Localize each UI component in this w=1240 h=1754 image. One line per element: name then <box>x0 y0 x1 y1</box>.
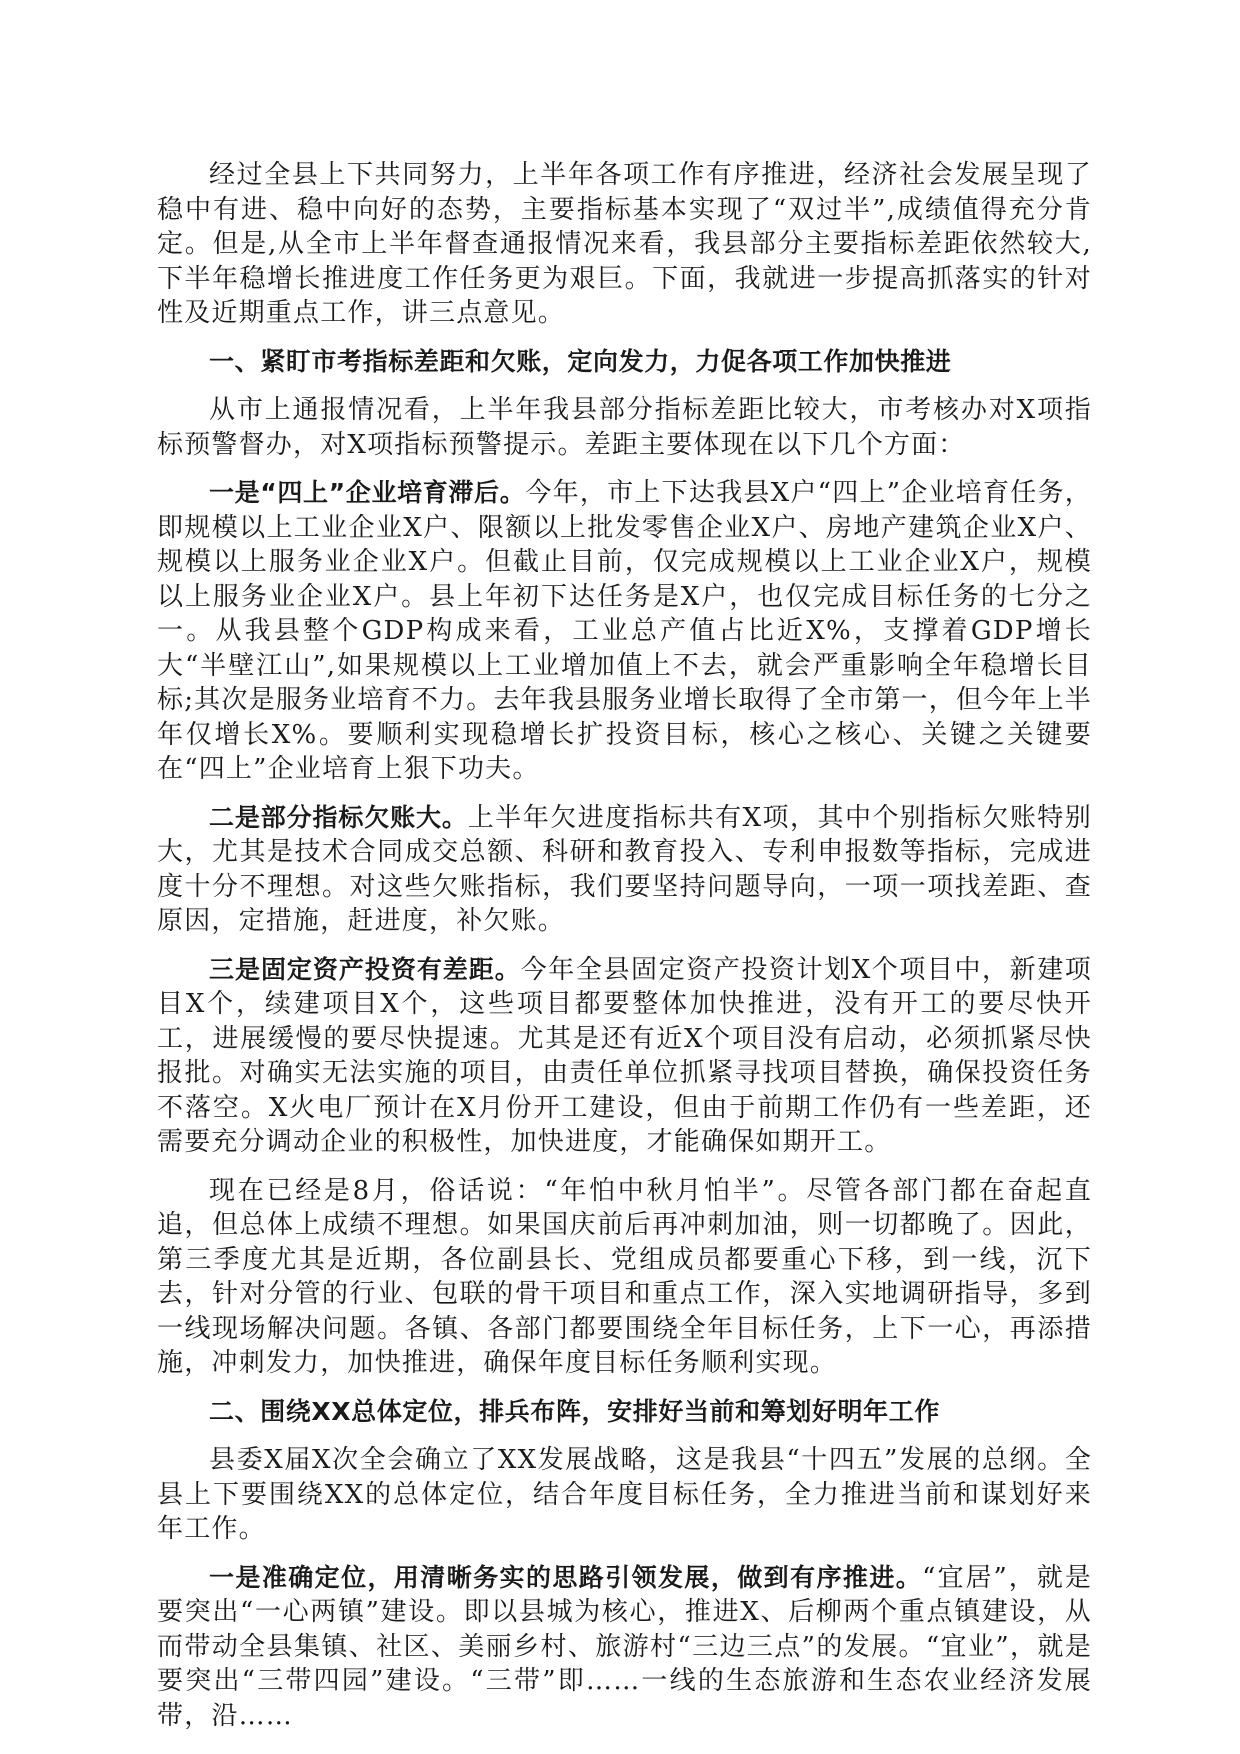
paragraph-lead: 二是部分指标欠账大。 <box>209 802 468 832</box>
paragraph-text: 从市上通报情况看，上半年我县部分指标差距比较大，市考核办对X项指标预警督办，对X项指标预警提示。差距主要体现在以下几个方面： <box>157 395 1092 460</box>
paragraph-lead: 一是“四上”企业培育滞后。 <box>209 478 526 507</box>
paragraph-text: 上半年欠进度指标共有X项，其中个别指标欠账特别大，尤其是技术合同成交总额、科研和教育投入、专利申报数等指标，完成进度十分不理想。对这些欠账指标，我们要坚持问题导向，一项一项找差距、查原因，定措施，赶进度，补欠账。 <box>157 802 1092 936</box>
section-heading-2: 二、围绕XX总体定位，排兵布阵，安排好当前和筹划好明年工作 <box>209 1396 940 1426</box>
paragraph-text: 现在已经是8月，俗话说：“年怕中秋月怕半”。尽管各部门都在奋起直追，但总体上成绩不理想。如果国庆前后再冲刺加油，则一切都晚了。因此，第三季度尤其是近期，各位副县长、党组成员都要重心下移，到一线，沉下去，针对分管的行业、包联的骨干项目和重点工作，深入实地调研指导，多到一线现场解决问题。各镇、各部门都要围绕全年目标任务，上下一心，再添措施，冲刺发力，加快推进，确保年度目标任务顺利实现。 <box>157 1175 1092 1378</box>
document-page <box>157 158 1092 1747</box>
paragraph-point-1 <box>157 476 1092 787</box>
paragraph-overview <box>157 393 1092 462</box>
paragraph-point-3 <box>157 953 1092 1160</box>
paragraph-text: 今年全县固定资产投资计划X个项目中，新建项目X个，续建项目X个，这些项目都要整体加快推进，没有开工的要尽快开工，进展缓慢的要尽快提速。尤其是还有近X个项目没有启动，必须抓紧尽快报批。对确实无法实施的项目，由责任单位抓紧寻找项目替换，确保投资任务不落空。X火电厂预计在X月份开工建设，但由于前期工作仍有一些差距，还需要充分调动企业的积极性，加快进度，才能确保如期开工。 <box>157 954 1092 1157</box>
section-heading-1: 一、紧盯市考指标差距和欠账，定向发力，力促各项工作加快推进 <box>209 346 952 376</box>
paragraph-summary <box>157 1174 1092 1381</box>
paragraph-section2-intro <box>157 1443 1092 1547</box>
paragraph-text: 县委X届X次全会确立了XX发展战略，这是我县“十四五”发展的总纲。全县上下要围绕XX的总体定位，结合年度目标任务，全力推进当前和谋划好来年工作。 <box>157 1445 1092 1544</box>
paragraph-text: 今年，市上下达我县X户“四上”企业培育任务，即规模以上工业企业X户、限额以上批发零售企业X户、房地产建筑企业X户、规模以上服务业企业X户。但截止目前，仅完成规模以上工业企业X户，规模以上服务业企业X户。县上年初下达任务是X户，也仅完成目标任务的七分之一。从我县整个GDP构成来看，工业总产值占比近X%，支撑着GDP增长大“半壁江山”,如果规模以上工业增加值上不去，就会严重影响全年稳增长目标;其次是服务业培育不力。去年我县服务业增长取得了全市第一，但今年上半年仅增长X%。要顺利实现稳增长扩投资目标，核心之核心、关键之关键要在“四上”企业培育上狠下功夫。 <box>157 478 1092 784</box>
paragraph-lead: 一是准确定位，用清晰务实的思路引领发展，做到有序推进。 <box>209 1562 923 1592</box>
paragraph-text: 经过全县上下共同努力，上半年各项工作有序推进，经济社会发展呈现了稳中有进、稳中向好的态势，主要指标基本实现了“双过半”,成绩值得充分肯定。但是,从全市上半年督查通报情况来看，我县部分主要指标差距依然较大,下半年稳增长推进度工作任务更为艰巨。下面，我就进一步提高抓落实的针对性及近期重点工作，讲三点意见。 <box>157 160 1092 328</box>
paragraph-section2-point-1 <box>157 1561 1092 1734</box>
paragraph-point-2 <box>157 801 1092 939</box>
paragraph-text: “宜居”，就是要突出“一心两镇”建设。即以县城为核心，推进X、后柳两个重点镇建设，从而带动全县集镇、社区、美丽乡村、旅游村“三边三点”的发展。“宜业”，就是要突出“三带四园”建设。“三带”即……一线的生态旅游和生态农业经济发展带，沿…… <box>157 1562 1092 1731</box>
paragraph-lead: 三是固定资产投资有差距。 <box>209 954 521 984</box>
paragraph-intro <box>157 158 1092 331</box>
